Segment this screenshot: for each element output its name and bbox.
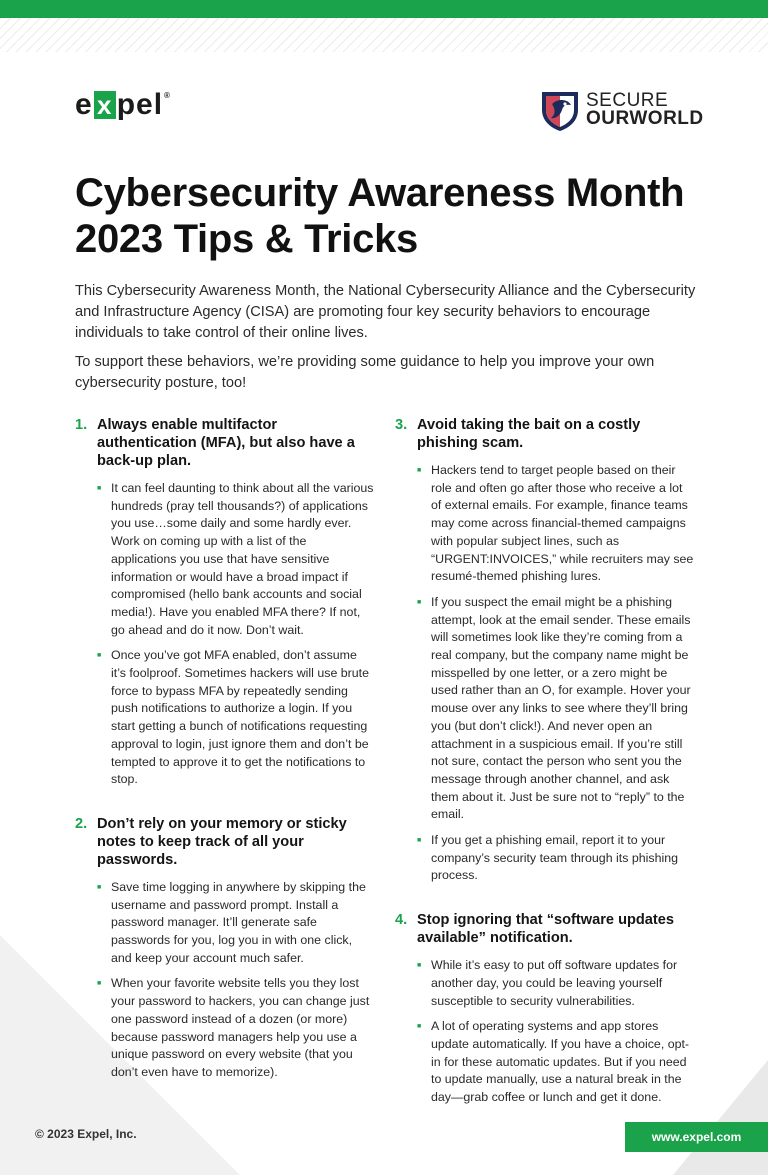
secure-text: SECURE: [586, 90, 669, 111]
expel-logo-prefix: e: [75, 88, 93, 121]
square-bullet-icon: ■: [417, 962, 422, 970]
square-bullet-icon: ■: [417, 598, 422, 606]
bullet-item: [97, 647, 375, 789]
tip-number: 4.: [395, 912, 408, 929]
tip-bullets: [75, 480, 375, 789]
square-bullet-icon: ■: [417, 837, 422, 845]
our-world-text: OURWORLD: [586, 108, 704, 129]
bullet-text: Hackers tend to target people based on their role and often go after those who receive a lot of external emails. For example, finance teams may come across financial-themed campaigns with popular subject lines, such as “URGENT:INVOICES,” while recruiters may see resumé-themed phishing lures.: [431, 463, 694, 584]
expel-logo-x: x: [94, 91, 116, 119]
bullet-text: If you suspect the email might be a phishing attempt, look at the email sender. These emails will sometimes look like they’re coming from a real company, but the company name might be misspelled by one letter, or a zero might be used rather than an O, for example. Hover your mouse over any links to see where they’ll bring you (but don’t click!). And never open an attachment in a suspicious email. If you’re still not sure, contact the person who sent you the message through another channel, and ask them about it. Just be sure not to “reply” to the email.: [431, 594, 691, 822]
square-bullet-icon: ■: [97, 980, 102, 988]
square-bullet-icon: ■: [97, 652, 102, 660]
bullet-item: [417, 832, 695, 885]
tip-bullets: [395, 957, 695, 1107]
tip-title: Stop ignoring that “software updates available” notification.: [417, 912, 675, 947]
tip-heading: [395, 416, 695, 452]
top-accent-bar: [0, 0, 768, 18]
secure-our-world-wordmark: [586, 92, 704, 128]
bullet-item: [417, 462, 695, 586]
tip-heading: [395, 911, 695, 947]
bullet-item: [417, 594, 695, 824]
square-bullet-icon: ■: [97, 485, 102, 492]
tip-section-3: [395, 416, 695, 885]
intro-paragraph-2: To support these behaviors, we’re providing some guidance to help you improve your own cybersecurity posture, too!: [75, 354, 655, 391]
expel-logo-reg: ®: [164, 90, 171, 100]
tip-number: 3.: [395, 417, 408, 433]
bullet-text: If you get a phishing email, report it to your company’s security team through its phishing process.: [431, 833, 679, 883]
bullet-text: A lot of operating systems and app stores update automatically. If you have a choice, opt-in for these automatic updates. But if you need to update manually, use a natural break in the day—grab coffee or lunch and get it done.: [431, 1019, 690, 1105]
tip-section-1: [75, 416, 375, 789]
tip-title: Don’t rely on your memory or sticky notes to keep track of all your passwords.: [97, 815, 347, 868]
tip-bullets: [75, 879, 375, 1082]
bullet-item: [97, 975, 375, 1081]
expel-logo-suffix: pel: [116, 88, 164, 121]
tip-heading: [75, 815, 375, 869]
bullet-item: [417, 957, 695, 1010]
tip-title: Always enable multifactor authentication (MFA), but also have a back-up plan.: [97, 417, 355, 469]
tip-title: Avoid taking the bait on a costly phishing scam.: [417, 417, 641, 451]
tip-bullets: [395, 462, 695, 885]
bullet-text: While it’s easy to put off software updates for another day, you could be leaving yourself susceptible to security vulnerabilities.: [431, 958, 678, 1008]
square-bullet-icon: ■: [97, 883, 102, 891]
left-column: [75, 416, 375, 1108]
tip-number: 1.: [75, 417, 88, 433]
website-link[interactable]: www.expel.com: [625, 1122, 768, 1152]
secure-our-world-logo: [538, 88, 704, 132]
expel-logo: [75, 88, 171, 122]
bullet-text: It can feel daunting to think about all the various hundreds (pray tell thousands?) of applications you use…some daily and some hardly ever. Work on coming up with a list of the applications you use that have sensitive information or would have a broad impact if compromised (hello bank accounts and social media!). Have you enabled MFA there? If not, go ahead and do it now. Don’t wait.: [111, 481, 374, 637]
square-bullet-icon: ■: [417, 1023, 422, 1031]
tip-section-2: [75, 815, 375, 1082]
bullet-text: Once you’ve got MFA enabled, don’t assume it’s foolproof. Sometimes hackers will use brute force to bypass MFA by repeatedly sending push notifications to authorize a login. If you start getting a bunch of notifications requesting approval to login, just ignore them and don’t be tempted to approve it to get the notifications to stop.: [111, 648, 370, 787]
page-title: Cybersecurity Awareness Month 2023 Tips & Tricks: [75, 171, 685, 261]
bullet-text: When your favorite website tells you they lost your password to hackers, you can change just one password instead of a dozen (or more) because password managers help you use a unique password on every website (that you don’t even have to memorize).: [111, 976, 370, 1079]
square-bullet-icon: ■: [417, 467, 422, 474]
bullet-item: [97, 879, 375, 968]
tip-section-4: [395, 911, 695, 1107]
intro-paragraph-1: This Cybersecurity Awareness Month, the National Cybersecurity Alliance and the Cybersecurity and Infrastructure Agency (CISA) are promoting four key security behaviors to encourage individuals to take control of their online lives.: [75, 283, 696, 341]
bullet-text: Save time logging in anywhere by skipping the username and password prompt. Install a password manager. It’ll generate safe passwords for you, log you in with one click, and keep your account much safer.: [111, 879, 366, 965]
bullet-item: [417, 1018, 695, 1107]
copyright-text: © 2023 Expel, Inc.: [35, 1127, 137, 1141]
tip-heading: [75, 416, 375, 470]
eagle-shield-icon: [538, 88, 582, 132]
bullet-item: [97, 480, 375, 639]
right-column: [395, 416, 695, 1133]
hatch-pattern: [0, 18, 768, 52]
tip-number: 2.: [75, 815, 88, 832]
